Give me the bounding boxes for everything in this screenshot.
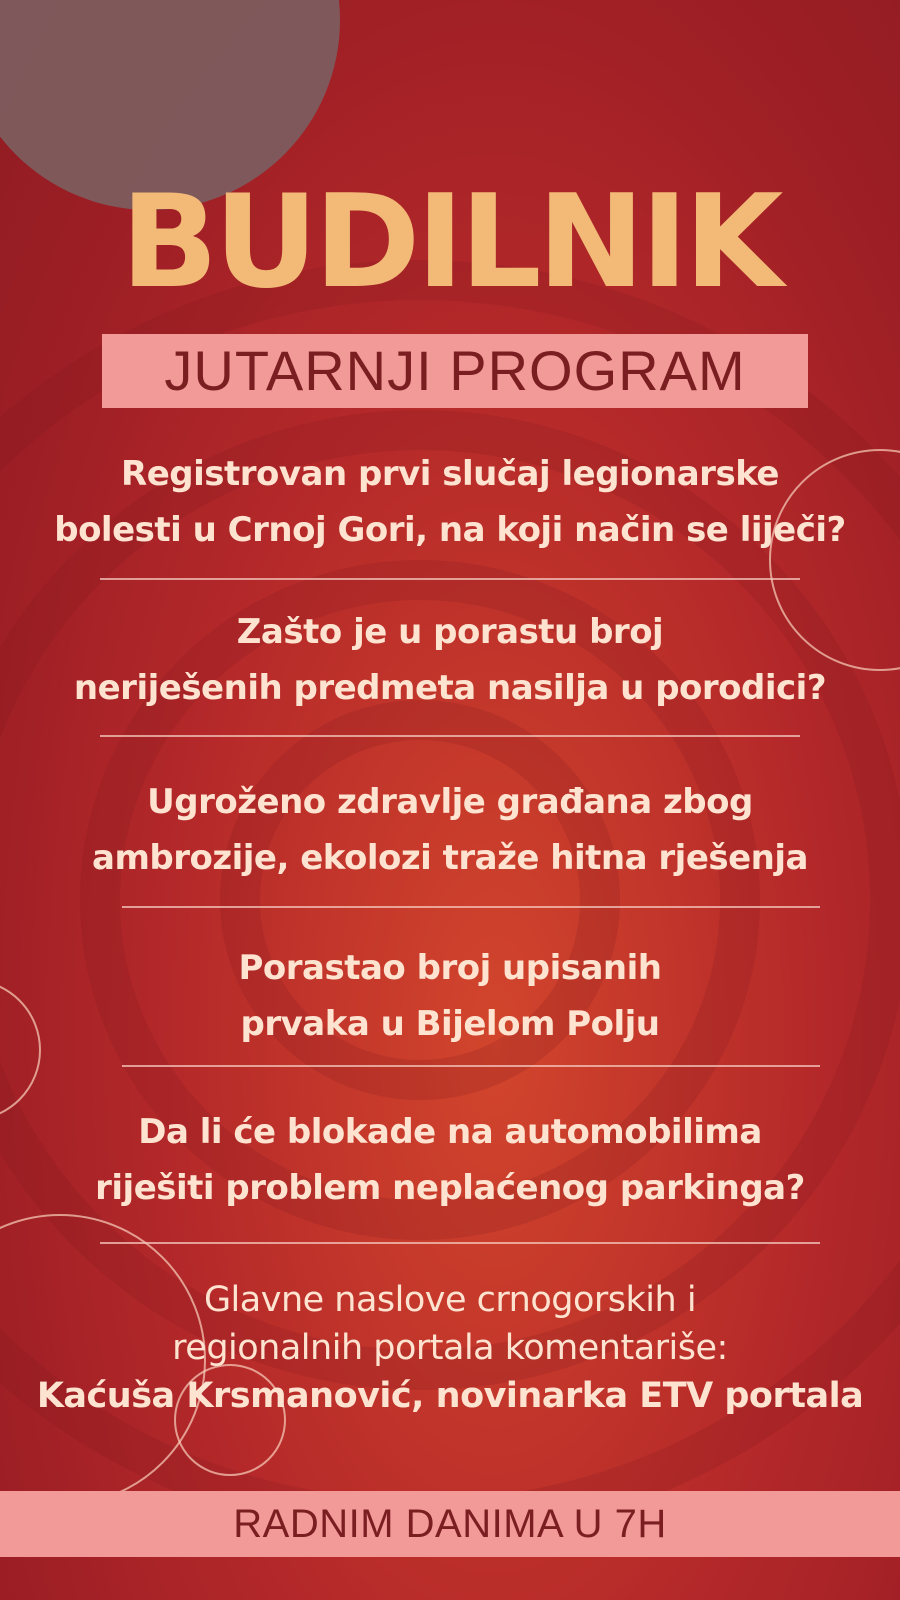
schedule-text: RADNIM DANIMA U 7H	[233, 1501, 667, 1546]
schedule-banner	[0, 1491, 900, 1557]
program-subtitle: JUTARNJI PROGRAM	[164, 339, 746, 402]
commentary-line: regionalnih portala komentariše:	[172, 1328, 728, 1368]
topic-line: Zašto je u porastu broj	[236, 612, 664, 652]
commentary-line: Glavne naslove crnogorskih i	[203, 1280, 697, 1320]
topic-item	[0, 446, 900, 558]
topic-line: prvaka u Bijelom Polju	[240, 1004, 660, 1044]
commentator-name: Kaćuša Krsmanović, novinarka ETV portala	[36, 1376, 864, 1416]
topic-item	[0, 940, 900, 1052]
program-title: BUDILNIK	[120, 168, 780, 317]
topic-line: Ugroženo zdravlje građana zbog	[147, 782, 753, 822]
topic-item	[0, 774, 900, 886]
topic-line: Da li će blokade na automobilima	[138, 1112, 762, 1152]
subtitle-banner	[102, 334, 808, 408]
divider	[100, 735, 800, 737]
topic-line: riješiti problem neplaćenog parkinga?	[95, 1168, 805, 1208]
divider	[122, 1065, 820, 1067]
divider	[100, 1242, 820, 1244]
topic-item	[0, 604, 900, 716]
topic-line: Porastao broj upisanih	[238, 948, 662, 988]
topic-line: neriješenih predmeta nasilja u porodici?	[73, 668, 827, 708]
topic-line: Registrovan prvi slučaj legionarske	[121, 454, 779, 494]
divider	[122, 906, 820, 908]
divider	[100, 578, 800, 580]
topic-item	[0, 1104, 900, 1216]
topic-line: ambrozije, ekolozi traže hitna rješenja	[92, 838, 808, 878]
commentary-block	[0, 1276, 900, 1420]
topic-line: bolesti u Crnoj Gori, na koji način se liječi?	[54, 510, 846, 550]
